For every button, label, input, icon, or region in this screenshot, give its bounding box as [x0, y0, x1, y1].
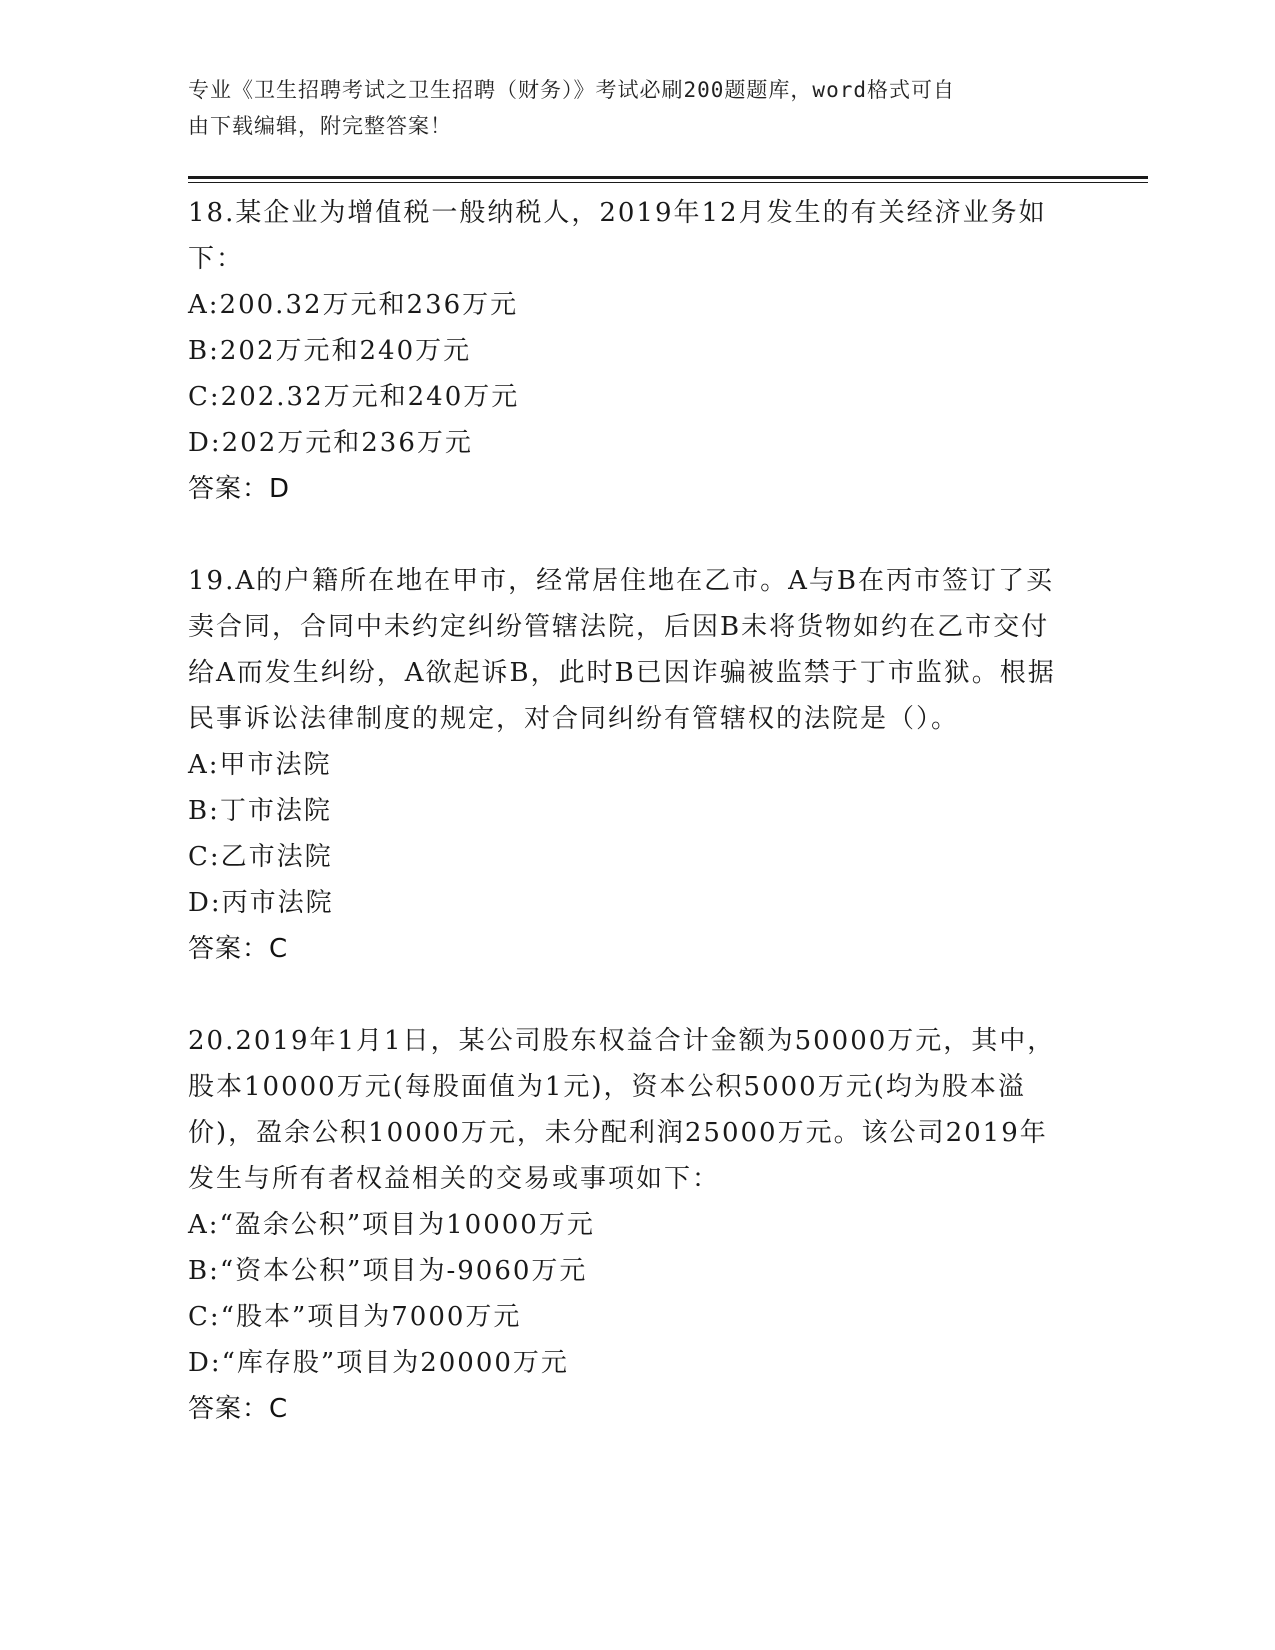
option-key: A: — [188, 750, 220, 780]
option-b — [188, 328, 1068, 374]
option-b — [188, 1248, 1068, 1294]
option-b — [188, 788, 1068, 834]
option-text: 丙市法院 — [221, 888, 334, 918]
option-c — [188, 374, 1068, 420]
option-text: 甲市法院 — [219, 750, 332, 780]
option-a — [188, 282, 1068, 328]
question-18 — [188, 190, 1068, 512]
option-key: A: — [188, 290, 220, 320]
question-20 — [188, 1018, 1068, 1432]
header-divider-thin — [188, 182, 1148, 183]
option-d — [188, 1340, 1068, 1386]
question-stem: 19.A的户籍所在地在甲市，经常居住地在乙市。A与B在丙市签订了买卖合同，合同中未约定纠纷管辖法院，后因B未将货物如约在乙市交付给A而发生纠纷，A欲起诉B，此时B已因诈骗被监禁于丁市监狱。根据民事诉讼法律制度的规定，对合同纠纷有管辖权的法院是（）。 — [188, 566, 1056, 734]
option-text: “盈余公积”项目为10000万元 — [219, 1210, 595, 1240]
question-stem: 20.2019年1月1日，某公司股东权益合计金额为50000万元，其中，股本10000万元(每股面值为1元)，资本公积5000万元(均为股本溢价)，盈余公积10000万元，未分配利润25000万元。该公司2019年发生与所有者权益相关的交易或事项如下： — [188, 1026, 1056, 1194]
option-text: “库存股”项目为20000万元 — [221, 1348, 569, 1378]
document-header — [188, 72, 1068, 144]
question-stem: 18.某企业为增值税一般纳税人，2019年12月发生的有关经济业务如下： — [188, 198, 1047, 274]
option-text: “资本公积”项目为-9060万元 — [219, 1256, 588, 1286]
option-a — [188, 1202, 1068, 1248]
option-text: 丁市法院 — [219, 796, 332, 826]
option-text: 202万元和236万元 — [221, 428, 473, 458]
option-c — [188, 834, 1068, 880]
option-text: 乙市法院 — [220, 842, 333, 872]
option-key: C: — [188, 1302, 221, 1332]
option-d — [188, 420, 1068, 466]
option-key: C: — [188, 382, 221, 412]
option-text: 200.32万元和236万元 — [219, 290, 519, 320]
header-line-1: 专业《卫生招聘考试之卫生招聘（财务）》考试必刷200题题库，word格式可自 — [188, 78, 955, 102]
option-c — [188, 1294, 1068, 1340]
option-d — [188, 880, 1068, 926]
option-text: 202万元和240万元 — [219, 336, 472, 366]
header-divider-thick — [188, 176, 1148, 179]
option-text: 202.32万元和240万元 — [220, 382, 520, 412]
option-text: “股本”项目为7000万元 — [220, 1302, 522, 1332]
option-key: A: — [188, 1210, 220, 1240]
option-key: D: — [188, 1348, 222, 1378]
option-a — [188, 742, 1068, 788]
option-key: B: — [188, 1256, 220, 1286]
answer-line: 答案：C — [188, 1394, 289, 1424]
option-key: D: — [188, 428, 222, 458]
option-key: D: — [188, 888, 222, 918]
header-line-2: 由下载编辑，附完整答案！ — [188, 114, 452, 138]
option-key: B: — [188, 796, 220, 826]
option-key: C: — [188, 842, 221, 872]
question-list — [188, 190, 1068, 1478]
answer-line: 答案：C — [188, 934, 289, 964]
option-key: B: — [188, 336, 220, 366]
question-19 — [188, 558, 1068, 972]
answer-line: 答案：D — [188, 474, 291, 504]
